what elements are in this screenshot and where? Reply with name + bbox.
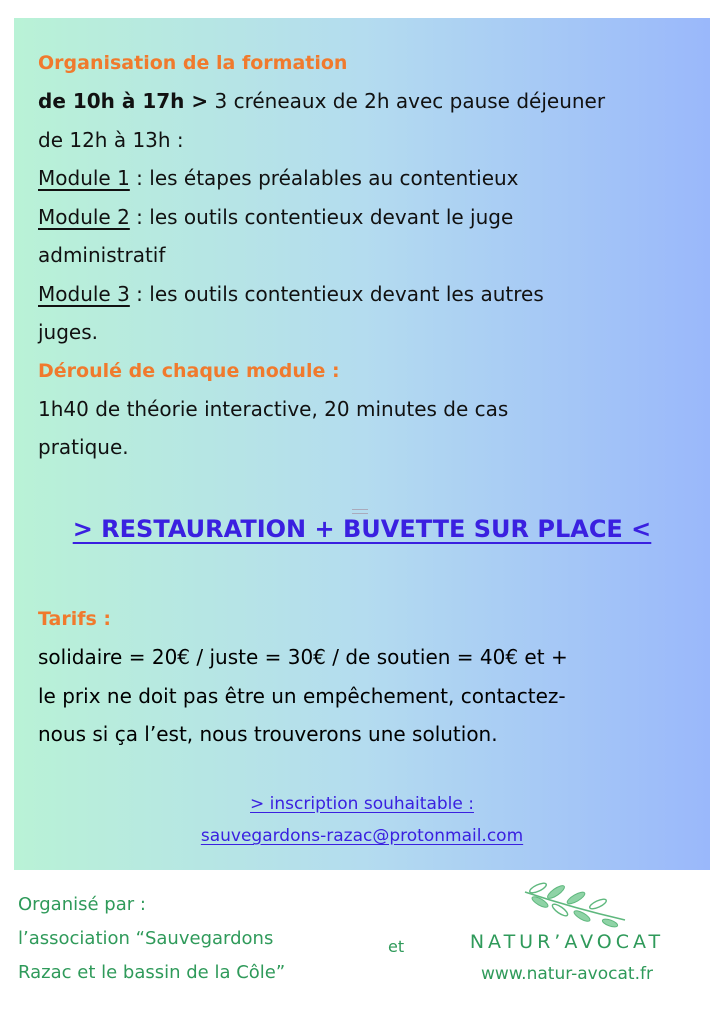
module-3-text: : les outils contentieux devant les autres (129, 281, 544, 306)
module-1-label: Module 1 (38, 166, 130, 190)
organise-par-label: Organisé par : (18, 894, 146, 915)
inscription-section (14, 788, 710, 852)
tarifs-line-1: solidaire = 20€ / juste = 30€ / de soutien = 40€ et + (38, 645, 568, 669)
deroule-line-1: 1h40 de théorie interactive, 20 minutes de cas (38, 396, 509, 421)
module-3 (38, 275, 698, 314)
association-line-2: Razac et le bassin de la Côle” (18, 962, 286, 983)
schedule-text: 3 créneaux de 2h avec pause déjeuner (208, 89, 606, 113)
module-1 (38, 159, 698, 198)
module-1-text: : les étapes préalables au contentieux (129, 166, 519, 190)
organisation-heading: Organisation de la formation (38, 52, 348, 74)
email-link[interactable]: sauvegardons-razac@protonmail.com (200, 826, 524, 846)
olive-branch-icon (520, 880, 630, 930)
schedule-line-2: de 12h à 13h : (38, 127, 184, 152)
schedule-hours: de 10h à 17h > (38, 89, 209, 113)
divider-mark (352, 509, 368, 514)
organisation-section (38, 44, 698, 467)
deroule-heading: Déroulé de chaque module : (38, 359, 340, 382)
deroule-line-2: pratique. (38, 435, 129, 459)
module-2 (38, 198, 698, 237)
tarifs-line-3: nous si ça l’est, nous trouverons une solution. (38, 722, 498, 746)
tarifs-heading: Tarifs : (38, 608, 112, 630)
module-2-text: : les outils contentieux devant le juge (129, 204, 514, 229)
natur-avocat-url[interactable]: www.natur-avocat.fr (481, 964, 653, 984)
inscription-link[interactable]: > inscription souhaitable : (250, 794, 474, 814)
module-2-continued: administratif (38, 243, 166, 267)
association-line-1: l’association “Sauvegardons (18, 928, 274, 949)
organiser-block (18, 888, 378, 990)
natur-avocat-brand: NATUR’AVOCAT (469, 931, 665, 953)
tarifs-line-2: le prix ne doit pas être un empêchement, contactez- (38, 683, 566, 708)
module-3-label: Module 3 (38, 281, 130, 306)
module-3-continued: juges. (38, 320, 99, 344)
module-2-label: Module 2 (38, 204, 130, 229)
tarifs-section (38, 600, 698, 754)
et-conjunction: et (388, 937, 405, 956)
schedule-line (38, 82, 698, 121)
restauration-banner: > RESTAURATION + BUVETTE SUR PLACE < (72, 515, 652, 543)
